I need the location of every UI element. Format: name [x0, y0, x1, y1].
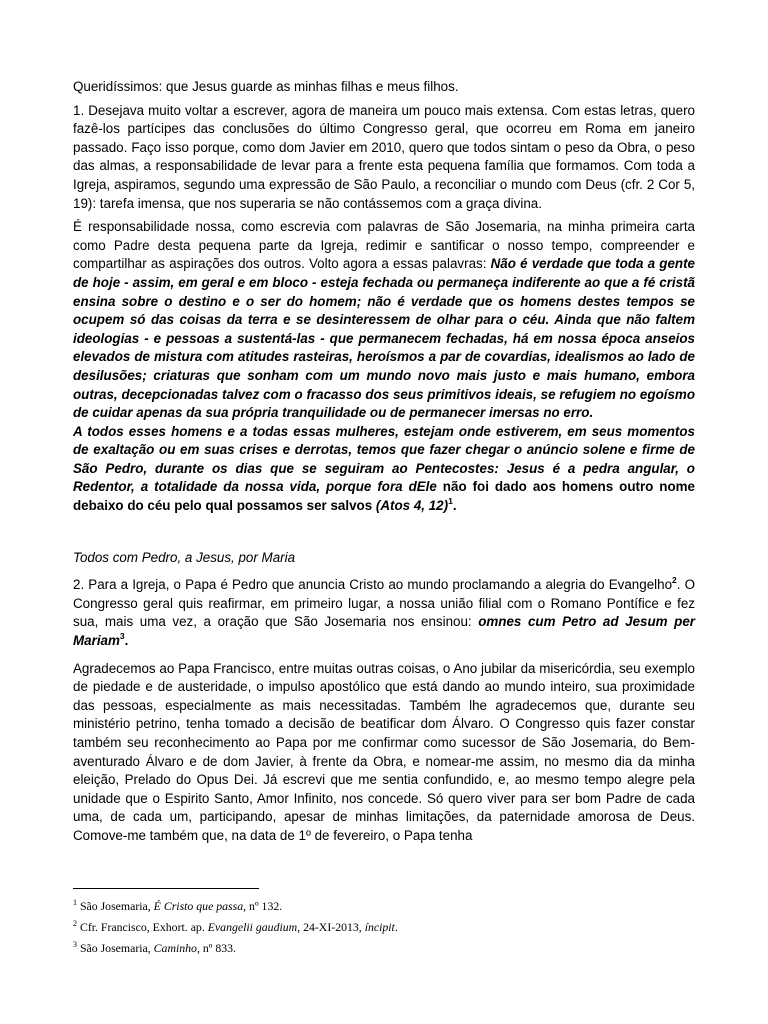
paragraph-4-end: . — [124, 633, 129, 649]
paragraph-3 — [73, 423, 695, 516]
section-title: Todos com Pedro, a Jesus, por Maria — [73, 549, 296, 565]
footnote-1-post: , nº 132. — [243, 899, 283, 913]
greeting: Queridíssimos: que Jesus guarde as minhas filhas e meus filhos. — [73, 79, 459, 94]
spacer — [73, 521, 695, 549]
paragraph-2-intro: É responsabilidade nossa, como escrevia com palavras de São Josemaria, na minha primeira carta como Padre desta pequena parte da Igreja, redimir e santificar o nosso tempo, compreender e compartilhar as aspirações dos outros. Volto agora a essas palavras: — [73, 219, 695, 272]
paragraph-3-ref: (Atos 4, 12) — [375, 498, 449, 514]
footnote-ref-2[interactable]: 2 — [672, 575, 677, 586]
footnote-1-pre: São Josemaria, — [77, 899, 154, 913]
letter-body — [73, 78, 695, 851]
footnote-ref-3[interactable]: 3 — [119, 631, 125, 642]
footnote-2-title: Evangelii gaudium — [207, 920, 298, 934]
paragraph-3-bold: não foi dado aos homens outro nome debaixo do céu pelo qual possamos ser salvos — [73, 479, 696, 514]
footnote-3-number: 3 — [73, 940, 77, 949]
footnote-separator — [73, 888, 259, 889]
footnote-3 — [73, 938, 695, 959]
footnote-2-post2: . — [394, 920, 398, 934]
footnote-1-title: É Cristo que passa — [153, 899, 244, 913]
footnote-2 — [73, 917, 695, 938]
footnote-2-title2: íncipit — [364, 920, 395, 934]
footnote-ref-1[interactable]: 1 — [448, 496, 453, 507]
footnote-2-number: 2 — [73, 919, 77, 928]
paragraph-2-quote: Não é verdade que toda a gente de hoje - assim, em geral e em bloco - esteja fechada ou permaneça indiferente ao que a fé cristã ensina sobre o destino e o ser do homem; não é verdade que os homens destes tempos se ocupem só das coisas da terra e se desinteressem de olhar para o céu. Ainda que não faltem ideologias - e pessoas a sustentá-las - que permanecem fechadas, há em nossa época anseios elevados de mistura com atitudes rasteiras, heroísmos a par de covardias, idealismos ao lado de desilusões; criaturas que sonham com um mundo novo mais justo e mais humano, embora outras, decepcionadas talvez com o fracasso dos seus primitivos ideais, se refugiem no egoísmo de cuidar apenas da sua própria tranquilidade ou de permanecer imersas no erro. — [73, 256, 695, 421]
paragraph-5: Agradecemos ao Papa Francisco, entre muitas outras coisas, o Ano jubilar da misericórdia, seu exemplo de piedade e de austeridade, o impulso apostólico que está dando ao mundo inteiro, sua proximidade das pessoas, especialmente as mais necessitadas. Também lhe agradecemos que, durante seu ministério petrino, tenha tomado a decisão de beatificar dom Álvaro. O Congresso quis fazer constar também seu reconhecimento ao Papa por me confirmar como sucessor de São Josemaria, do Bem-aventurado Álvaro e de dom Javier, à frente da Obra, e nomear-me assim, no mesmo dia da minha eleição, Prelado do Opus Dei. Já escrevi que me sentia confundido, e, ao mesmo tempo alegre pela unidade que o Espirito Santo, Amor Infinito, nos concede. Só quero viver para ser bom Padre de cada uma, de cada um, participando, apesar de minhas limitações, da paternidade amorosa de Deus. Comove-me também que, na data de 1º de fevereiro, o Papa tenha — [73, 660, 695, 843]
paragraph-3-quote: A todos esses homens e a todas essas mulheres, estejam onde estiverem, em seus momentos de exaltação ou em suas crises e derrotas, temos que fazer chegar o anúncio solene e firme de São Pedro, durante os dias que se seguiram ao Pentecostes: Jesus é a pedra angular, o Redentor, a totalidade da nossa vida, porque fora dEle — [73, 423, 695, 495]
footnote-3-post: , nº 833. — [196, 941, 236, 955]
paragraph-4-latin: omnes cum Petro ad Jesum per Mariam — [73, 614, 695, 649]
footnote-1-number: 1 — [73, 898, 77, 907]
paragraph-1: 1. Desejava muito voltar a escrever, agora de maneira um pouco mais extensa. Com estas letras, quero fazê-los partícipes das conclusões do último Congresso geral, que ocorreu em Roma em janeiro passado. Faço isso porque, como dom Javier em 2010, quero que todos sintam o peso da Obra, o peso das almas, a responsabilidade de levar para a frente esta pequena família que formamos. Com toda a Igreja, aspiramos, segundo uma expressão de São Paulo, a reconciliar o mundo com Deus (cfr. 2 Cor 5, 19): tarefa imensa, que nos superaria se não contássemos com a graça divina. — [73, 102, 695, 211]
paragraph-4 — [73, 576, 695, 650]
footnote-3-title: Caminho — [153, 941, 197, 955]
footnote-2-pre: Cfr. Francisco, Exhort. ap. — [77, 920, 208, 934]
footnote-3-pre: São Josemaria, — [77, 941, 154, 955]
footnote-2-post: , 24-XI-2013, — [297, 920, 365, 934]
footnote-1 — [73, 896, 695, 917]
paragraph-4-text1: 2. Para a Igreja, o Papa é Pedro que anuncia Cristo ao mundo proclamando a alegria do Evangelho — [73, 577, 673, 593]
footnotes — [73, 896, 695, 959]
paragraph-4-text2: . O Congresso geral quis reafirmar, em primeiro lugar, a nossa união filial com o Romano Pontífice e fez sua, mais uma vez, a oração que São Josemaria nos ensinou: — [73, 577, 696, 630]
paragraph-3-end: . — [452, 498, 457, 514]
paragraph-2 — [73, 218, 695, 423]
